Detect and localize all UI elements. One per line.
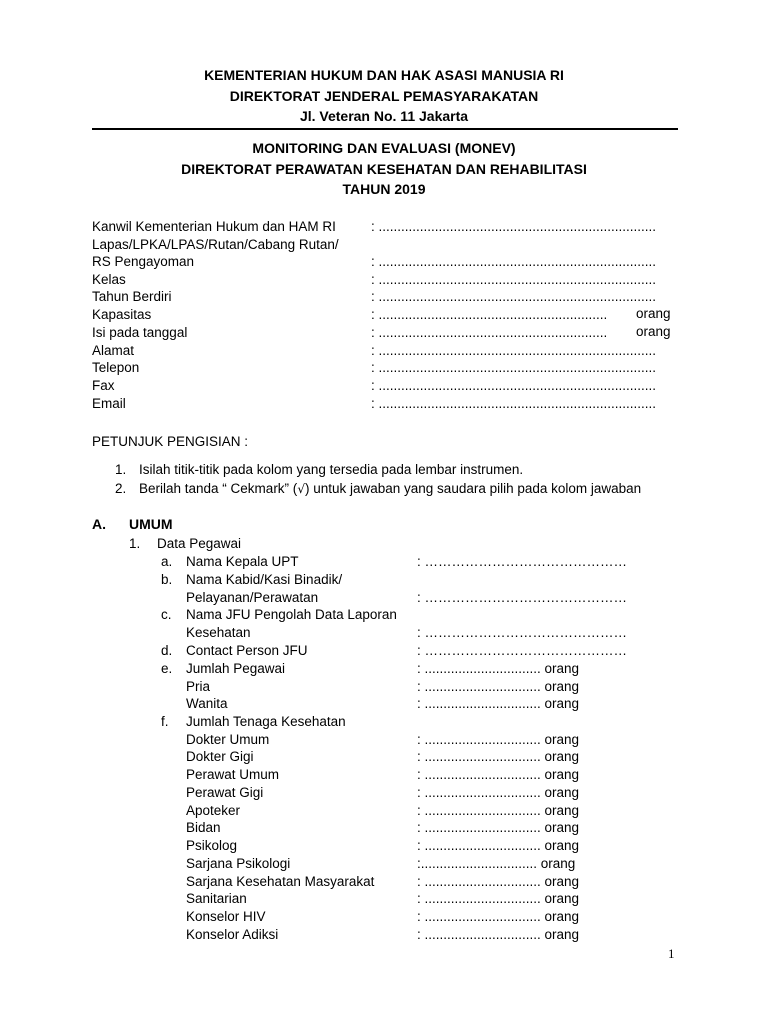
header-divider	[92, 128, 678, 130]
staff-label: Konselor HIV	[186, 909, 266, 924]
ministry-name: KEMENTERIAN HUKUM DAN HAK ASASI MANUSIA RI	[204, 67, 564, 83]
staff-field[interactable]: : ............................... orang	[417, 874, 580, 889]
item-d-field[interactable]: : ………………………………………	[417, 643, 628, 658]
year-title: TAHUN 2019	[342, 181, 426, 197]
directorate-title: DIREKTORAT PERAWATAN KESEHATAN DAN REHABILITASI	[181, 161, 587, 177]
staff-field[interactable]: : ............................... orang	[417, 749, 580, 764]
telepon-label: Telepon	[92, 360, 140, 375]
item-f-label: Jumlah Tenaga Kesehatan	[186, 714, 346, 729]
staff-label: Dokter Umum	[186, 732, 270, 747]
address: Jl. Veteran No. 11 Jakarta	[299, 108, 469, 124]
staff-field[interactable]: : ............................... orang	[417, 838, 580, 853]
item-b-label-1: Nama Kabid/Kasi Binadik/	[186, 572, 343, 587]
staff-field[interactable]: :............................... orang	[417, 856, 576, 871]
tahun-label: Tahun Berdiri	[92, 289, 172, 304]
isi-field[interactable]: : .............................................................	[371, 325, 608, 340]
staff-label: Konselor Adiksi	[186, 927, 279, 942]
item-e-label: Jumlah Pegawai	[186, 661, 286, 676]
telepon-field[interactable]: : ..........................................................................	[371, 360, 657, 375]
rs-label: RS Pengayoman	[92, 254, 195, 269]
isi-label: Isi pada tanggal	[92, 325, 188, 340]
kapasitas-unit: orang	[636, 306, 671, 321]
staff-field[interactable]: : ............................... orang	[417, 803, 580, 818]
staff-field[interactable]: : ............................... orang	[417, 785, 580, 800]
sub-1-number: 1.	[129, 536, 141, 551]
instruction-1: Isilah titik-titik pada kolom yang tersedia pada lembar instrumen.	[139, 462, 524, 477]
item-a-field[interactable]: : ………………………………………	[417, 554, 628, 569]
wanita-field[interactable]: : ............................... orang	[417, 696, 580, 711]
staff-label: Psikolog	[186, 838, 238, 853]
staff-field[interactable]: : ............................... orang	[417, 891, 580, 906]
sub-1-title: Data Pegawai	[157, 536, 242, 551]
item-f-letter: f.	[161, 714, 169, 729]
item-b-label-2: Pelayanan/Perawatan	[186, 590, 319, 605]
item-c-label-1: Nama JFU Pengolah Data Laporan	[186, 607, 397, 622]
fax-label: Fax	[92, 378, 115, 393]
isi-unit: orang	[636, 324, 671, 339]
item-a-label: Nama Kepala UPT	[186, 554, 299, 569]
item-b-letter: b.	[161, 572, 173, 587]
instruction-2-text-a: Berilah tanda “ Cekmark” (	[139, 481, 298, 496]
pria-label: Pria	[186, 679, 211, 694]
email-label: Email	[92, 396, 126, 411]
staff-label: Bidan	[186, 820, 221, 835]
tahun-field[interactable]: : ..........................................................................	[371, 289, 657, 304]
staff-label: Sarjana Kesehatan Masyarakat	[186, 874, 375, 889]
section-a-title: UMUM	[129, 516, 173, 532]
instruction-2	[139, 480, 641, 498]
kelas-label: Kelas	[92, 272, 126, 287]
staff-label: Dokter Gigi	[186, 749, 254, 764]
fax-field[interactable]: : ..........................................................................	[371, 378, 657, 393]
staff-label: Perawat Umum	[186, 767, 280, 782]
kanwil-label: Kanwil Kementerian Hukum dan HAM RI	[92, 219, 336, 234]
item-d-label: Contact Person JFU	[186, 643, 308, 658]
staff-field[interactable]: : ............................... orang	[417, 767, 580, 782]
instruction-2-text-b: ) untuk jawaban yang saudara pilih pada kolom jawaban	[304, 481, 642, 496]
staff-field[interactable]: : ............................... orang	[417, 820, 580, 835]
alamat-label: Alamat	[92, 343, 135, 358]
item-c-label-2: Kesehatan	[186, 625, 251, 640]
kapasitas-label: Kapasitas	[92, 307, 152, 322]
kapasitas-field[interactable]: : .............................................................	[371, 307, 608, 322]
item-d-letter: d.	[161, 643, 173, 658]
email-field[interactable]: : ..........................................................................	[371, 396, 657, 411]
kanwil-field[interactable]: : ..........................................................................	[371, 219, 657, 234]
item-a-letter: a.	[161, 554, 173, 569]
kelas-field[interactable]: : ..........................................................................	[371, 272, 657, 287]
staff-field[interactable]: : ............................... orang	[417, 927, 580, 942]
wanita-label: Wanita	[186, 696, 228, 711]
item-c-letter: c.	[161, 607, 172, 622]
staff-label: Sarjana Psikologi	[186, 856, 291, 871]
instruction-2-number: 2.	[115, 481, 127, 496]
rs-field[interactable]: : ..........................................................................	[371, 254, 657, 269]
item-e-letter: e.	[161, 661, 173, 676]
check-mark-icon: √	[297, 482, 305, 496]
instructions-heading: PETUNJUK PENGISIAN :	[92, 434, 249, 449]
item-b-field[interactable]: : ………………………………………	[417, 590, 628, 605]
item-c-field[interactable]: : ………………………………………	[417, 625, 628, 640]
staff-label: Perawat Gigi	[186, 785, 264, 800]
alamat-field[interactable]: : ..........................................................................	[371, 343, 657, 358]
item-e-field[interactable]: : ............................... orang	[417, 661, 580, 676]
pria-field[interactable]: : ............................... orang	[417, 679, 580, 694]
staff-label: Sanitarian	[186, 891, 247, 906]
staff-field[interactable]: : ............................... orang	[417, 909, 580, 924]
page-number: 1	[668, 946, 675, 961]
staff-field[interactable]: : ............................... orang	[417, 732, 580, 747]
lapas-label: Lapas/LPKA/LPAS/Rutan/Cabang Rutan/	[92, 237, 339, 252]
staff-label: Apoteker	[186, 803, 241, 818]
instruction-1-number: 1.	[115, 462, 127, 477]
monev-title: MONITORING DAN EVALUASI (MONEV)	[252, 140, 516, 156]
section-a-letter: A.	[92, 516, 106, 532]
directorate-general: DIREKTORAT JENDERAL PEMASYARAKATAN	[229, 88, 539, 104]
